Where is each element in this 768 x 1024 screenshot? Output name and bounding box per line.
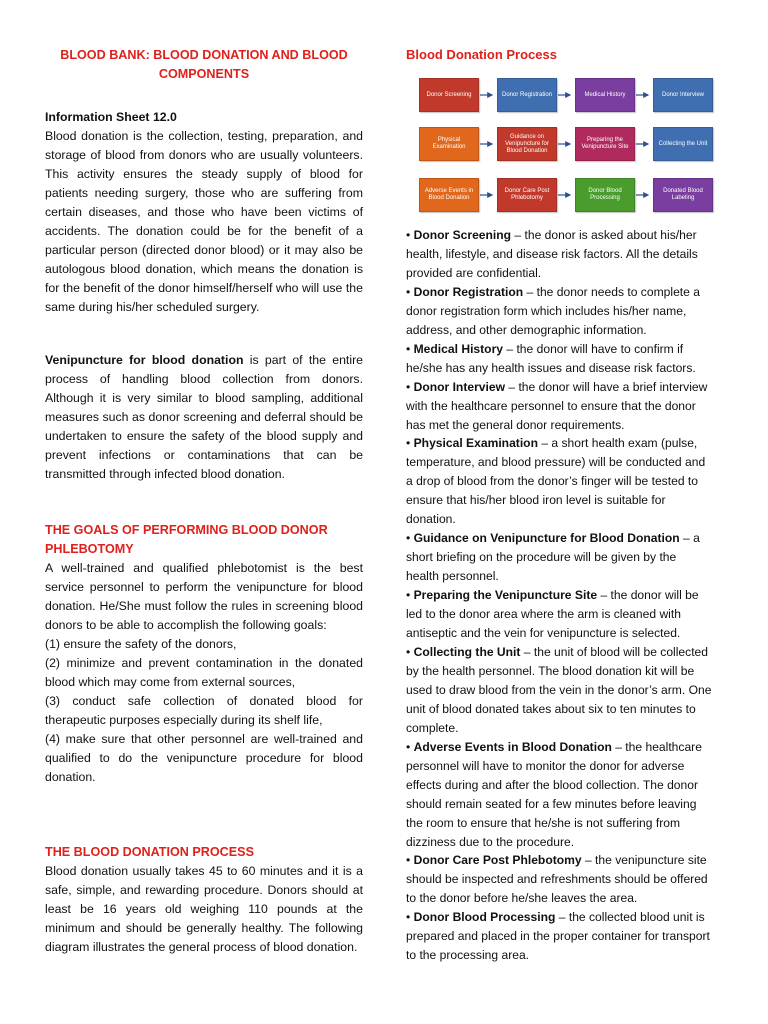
document-title [45,46,363,84]
process-section [45,843,363,957]
process-heading: THE BLOOD DONATION PROCESS [45,845,254,859]
list-item: • Donor Interview – the donor will have a brief interview with the healthcare personnel to ensure that the donor has met the general donor requirements. [406,379,708,432]
list-item: • Medical History – the donor will have to confirm if he/she has any health issues and disease risk factors. [406,341,696,375]
diagram-node: Donor Blood Processing [575,178,635,212]
process-steps-list [406,226,712,965]
goal-item: (3) conduct safe collection of donated blood for therapeutic purposes especially during its shelf life, [45,694,363,727]
diagram-node: Donor Care Post Phlebotomy [497,178,557,212]
list-item: • Donor Registration – the donor needs to complete a donor registration form which includes his/her name, address, and other demographic information. [406,284,700,337]
process-diagram-title: Blood Donation Process [406,47,557,62]
diagram-node: Adverse Events in Blood Donation [419,178,479,212]
goal-item: (2) minimize and prevent contamination in the donated blood which may come from external sources, [45,656,363,689]
diagram-node: Donor Interview [653,78,713,112]
diagram-node: Medical History [575,78,635,112]
diagram-node: Physical Examination [419,127,479,161]
venipuncture-paragraph [45,351,363,484]
diagram-node: Donor Registration [497,78,557,112]
list-item: • Physical Examination – a short health exam (pulse, temperature, and blood pressure) will be conducted and a drop of blood from the donor’s finger will be tested to ensure that his/her blood iron level is suitable for donation. [406,436,706,527]
diagram-node: Preparing the Venipuncture Site [575,127,635,161]
title-line-2: COMPONENTS [158,67,250,81]
process-diagram [416,74,716,230]
diagram-node: Donor Screening [419,78,479,112]
list-item: • Donor Care Post Phlebotomy – the venipuncture site should be inspected and refreshments should be offered to the donor before he/she leaves the area. [406,853,708,906]
goals-section [45,521,363,787]
venipuncture-term: Venipuncture for blood donation [45,353,244,367]
diagram-node: Guidance on Venipuncture for Blood Donation [497,127,557,161]
list-item: • Adverse Events in Blood Donation – the healthcare personnel will have to monitor the donor for adverse effects during and after the blood collection. The donor should remain seated for a few minutes before leaving the room to ensure that he/she is not suffering from dizziness due to the procedure. [406,739,702,849]
info-sheet-heading: Information Sheet 12.0 [45,110,177,124]
title-line-1: BLOOD BANK: BLOOD DONATION AND BLOOD [60,48,348,62]
list-item: • Collecting the Unit – the unit of blood will be collected by the health personnel. The blood donation kit will be used to draw blood from the vein in the donor’s arm. One unit of blood donated takes about six to ten minutes to complete. [406,644,712,735]
intro-section [45,108,363,317]
list-item: • Donor Blood Processing – the collected blood unit is prepared and placed in the proper container for transport to the processing area. [406,910,710,963]
diagram-node: Donated Blood Labeling [653,178,713,212]
goal-item: (4) make sure that other personnel are well-trained and qualified to do the venipuncture procedure for blood donation. [45,732,363,784]
process-paragraph: Blood donation usually takes 45 to 60 minutes and it is a safe, simple, and rewarding procedure. Donors should at least be 16 years old weighing 110 pounds at the minimum and should be generally healthy. The following diagram illustrates the general process of blood donation. [45,864,363,954]
list-item: • Guidance on Venipuncture for Blood Donation – a short briefing on the procedure will be given by the health personnel. [406,531,700,584]
list-item: • Preparing the Venipuncture Site – the donor will be led to the donor area where the arm is cleaned with antiseptic and the vein for venipuncture is selected. [406,588,699,641]
list-item: • Donor Screening – the donor is asked about his/her health, lifestyle, and disease risk factors. All the details provided are confidential. [406,228,698,280]
goals-intro: A well-trained and qualified phlebotomist is the best service personnel to perform the venipuncture for blood donation. He/She must follow the rules in screening blood donors to be able to accomplish the following goals: [45,561,363,632]
goal-item: (1) ensure the safety of the donors, [45,637,237,651]
venipuncture-text: is part of the entire process of handling blood collection from donors. Although it is very similar to blood sampling, additional measures such as donor screening and deferral should be undertaken to ensure the safety of the blood supply and prevent infections or contaminations that can be transmitted through infected blood donation. [45,353,363,481]
diagram-node: Collecting the Unit [653,127,713,161]
intro-paragraph: Blood donation is the collection, testing, preparation, and storage of blood from donors who are usually volunteers. This activity ensures the steady supply of blood for patients needing surgery, those who are suffering from certain diseases, and those who have been victims of accidents. The donation could be for the benefit of a particular person (directed donor blood) or it may also be autologous blood donation, which means the donation is for the benefit of the donor himself/herself who will use the same during his/her scheduled surgery. [45,129,363,314]
goals-heading: THE GOALS OF PERFORMING BLOOD DONOR PHLEBOTOMY [45,523,328,556]
